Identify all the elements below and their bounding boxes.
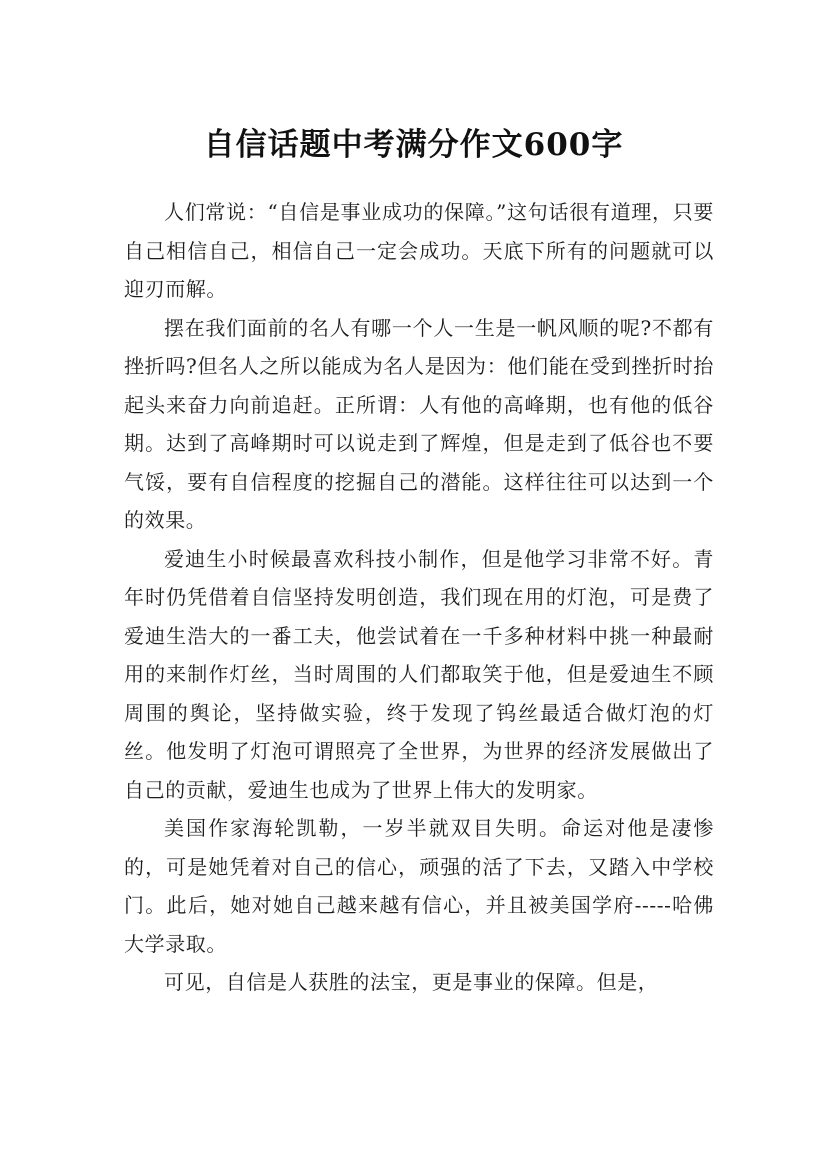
- paragraph-4: 美国作家海轮凯勒，一岁半就双目失明。命运对他是凄惨的，可是她凭着对自己的信心，顽强的活了下去，又踏入中学校门。此后，她对她自己越来越有信心，并且被美国学府-----哈佛大学录取。: [124, 816, 714, 956]
- paragraph-3: 爱迪生小时候最喜欢科技小制作，但是他学习非常不好。青年时仍凭借着自信坚持发明创造，我们现在用的灯泡，可是费了爱迪生浩大的一番工夫，他尝试着在一千多种材料中挑一种最耐用的来制作灯丝，当时周围的人们都取笑于他，但是爱迪生不顾周围的舆论，坚持做实验，终于发现了钨丝最适合做灯泡的灯丝。他发明了灯泡可谓照亮了全世界，为世界的经济发展做出了自己的贡献，爱迪生也成为了世界上伟大的发明家。: [124, 546, 714, 802]
- document-body: [124, 193, 714, 1002]
- paragraph-5: 可见，自信是人获胜的法宝，更是事业的保障。但是，: [164, 970, 659, 994]
- paragraph-1: 人们常说：“自信是事业成功的保障。”这句话很有道理，只要自己相信自己，相信自己一定会成功。天底下所有的问题就可以迎刃而解。: [124, 200, 714, 301]
- paragraph-2: 摆在我们面前的名人有哪一个人一生是一帆风顺的呢?不都有挫折吗?但名人之所以能成为名人是因为：他们能在受到挫折时抬起头来奋力向前追赶。正所谓：人有他的高峰期，也有他的低谷期。达到了高峰期时可以说走到了辉煌，但是走到了低谷也不要气馁，要有自信程度的挖掘自己的潜能。这样往往可以达到一个的效果。: [124, 315, 714, 532]
- document-title: 自信话题中考满分作文600字: [203, 126, 624, 163]
